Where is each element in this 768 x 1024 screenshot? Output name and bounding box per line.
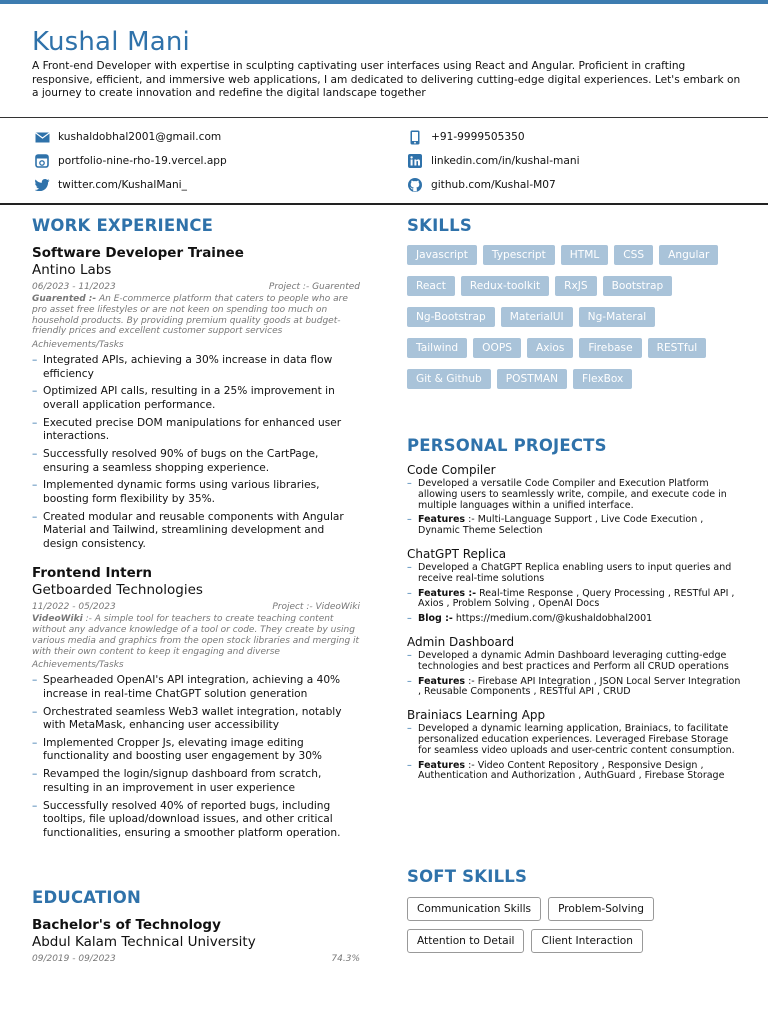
list-item: – Successfully resolved 40% of reported bugs, including tooltips, file upload/download issues, and other critical functionalities, ensuring a smoother platform operation. (32, 800, 360, 841)
job-description (32, 614, 360, 657)
list-item: – Implemented Cropper Js, elevating image editing functionality and boosting user engagement by 30% (32, 737, 360, 764)
contacts-divider (0, 203, 768, 205)
linkedin-text: linkedin.com/in/kushal-mani (431, 155, 580, 167)
school: Abdul Kalam Technical University (32, 934, 256, 950)
soft-skills-list (407, 897, 737, 961)
project-entry (407, 634, 742, 698)
job-company: Antino Labs (32, 262, 112, 278)
list-item (407, 589, 742, 611)
education-title: EDUCATION (32, 888, 141, 907)
achievements-list (32, 354, 360, 551)
job-desc-label: VideoWiki (32, 614, 83, 625)
list-item: – Revamped the login/signup dashboard from scratch, resulting in an improvement in user experience (32, 768, 360, 795)
work-experience-title: WORK EXPERIENCE (32, 216, 214, 235)
github-text: github.com/Kushal-M07 (431, 179, 556, 191)
skill-chip: Angular (659, 245, 718, 265)
phone-text: +91-9999505350 (431, 131, 525, 143)
features-text: Real-time Response , Query Processing , RESTful API , Axios , Problem Solving , OpenAI Docs (418, 587, 735, 610)
skill-chip: OOPS (473, 338, 521, 358)
skill-chip: Ng-Bootstrap (407, 307, 495, 327)
education-meta (32, 954, 360, 965)
job-title: Frontend Intern (32, 565, 152, 582)
list-item: – Executed precise DOM manipulations for enhanced user interactions. (32, 417, 360, 444)
twitter-icon (34, 178, 50, 192)
education-score: 74.3% (331, 954, 360, 964)
job-meta (32, 602, 360, 613)
skill-chip: POSTMAN (497, 369, 567, 389)
twitter-text: twitter.com/KushalMani_ (58, 179, 187, 191)
achievements-label: Achievements/Tasks (32, 660, 124, 671)
contact-email[interactable] (34, 130, 221, 144)
list-item: – Created modular and reusable components with Angular Material and Tailwind, streamlining development and design consistency. (32, 511, 360, 552)
contact-portfolio[interactable] (34, 154, 227, 168)
features-text: :- Firebase API Integration , JSON Local Server Integration , Reusable Components , RESTful API , CRUD (418, 675, 741, 698)
blog-link[interactable]: https://medium.com/@kushaldobhal2001 (452, 613, 653, 625)
degree: Bachelor's of Technology (32, 917, 221, 933)
project-details (407, 479, 742, 537)
skill-chip: Tailwind (407, 338, 467, 358)
education-dates: 09/2019 - 09/2023 (32, 954, 116, 964)
features-text: :- Video Content Repository , Responsive Design , Authentication and Authorization , AuthGuard , Firebase Storage (418, 759, 725, 782)
job-desc-text: :- A simple tool for teachers to create teaching content without any advance knowledge of a tool or code. They create by using various media and graphics from the open stock libraries and merging it with their own content to keep it engaging and diverse (32, 614, 360, 657)
contact-linkedin[interactable] (407, 154, 580, 168)
project-details (407, 651, 742, 698)
list-item (407, 761, 742, 783)
education-section (32, 887, 360, 965)
soft-skill-chip: Client Interaction (531, 929, 643, 953)
soft-skill-chip: Problem-Solving (548, 897, 654, 921)
soft-skill-chip: Attention to Detail (407, 929, 524, 953)
list-item: – Spearheaded OpenAI's API integration, achieving a 40% increase in real-time ChatGPT solution generation (32, 674, 360, 701)
candidate-name: Kushal Mani (32, 27, 190, 57)
list-item: – Implemented dynamic forms using various libraries, boosting form flexibility by 35%. (32, 479, 360, 506)
list-item: – Developed a dynamic learning application, Brainiacs, to facilitate personalized education experiences. Leveraged Firebase Storage for seamless video uploads and user-centric content consumption. (407, 724, 742, 756)
skill-chip: RxJS (555, 276, 596, 296)
job-entry (32, 245, 360, 551)
skills-title: SKILLS (407, 216, 472, 235)
project-details (407, 563, 742, 625)
soft-skill-chip: Communication Skills (407, 897, 541, 921)
blog-label: Blog :- (418, 613, 453, 625)
header-divider (0, 117, 768, 118)
email-icon (34, 130, 50, 144)
skill-chip: Javascript (407, 245, 477, 265)
skill-chip: Redux-toolkit (461, 276, 549, 296)
job-company: Getboarded Technologies (32, 582, 203, 599)
job-entry (32, 565, 360, 840)
top-accent-bar (0, 0, 768, 4)
contact-phone[interactable] (407, 130, 525, 144)
list-item[interactable] (407, 614, 742, 625)
portfolio-text: portfolio-nine-rho-19.vercel.app (58, 155, 227, 167)
project-entry (407, 462, 742, 537)
skill-chip: Firebase (579, 338, 641, 358)
phone-icon (407, 130, 423, 144)
list-item: – Developed a ChatGPT Replica enabling users to input queries and receive real-time solutions (407, 563, 742, 585)
list-item: – Optimized API calls, resulting in a 25% improvement in overall application performance. (32, 385, 360, 412)
list-item: – Successfully resolved 90% of bugs on the CartPage, ensuring a seamless shopping experience. (32, 448, 360, 475)
contact-twitter[interactable] (34, 178, 187, 192)
skill-chip: HTML (561, 245, 608, 265)
job-title: Software Developer Trainee (32, 245, 244, 261)
skill-chip: Git & Github (407, 369, 491, 389)
project-title: Brainiacs Learning App (407, 708, 546, 723)
skill-chip: RESTful (648, 338, 707, 358)
project-title: ChatGPT Replica (407, 546, 507, 561)
job-dates: 06/2023 - 11/2023 (32, 282, 116, 292)
project-title: Code Compiler (407, 463, 496, 477)
project-entry (407, 707, 742, 782)
list-item: – Developed a dynamic Admin Dashboard leveraging cutting-edge technologies and best practices and Perform all CRUD operations (407, 651, 742, 673)
email-text: kushaldobhal2001@gmail.com (58, 131, 222, 143)
left-column (32, 215, 360, 844)
list-item (407, 515, 742, 537)
personal-projects-title: PERSONAL PROJECTS (407, 436, 607, 455)
list-item (407, 677, 742, 699)
linkedin-icon (407, 154, 423, 168)
features-label: Features (418, 675, 466, 687)
skill-chip: MaterialUI (501, 307, 573, 327)
project-details (407, 724, 742, 782)
portfolio-icon (34, 154, 50, 168)
job-project: Project :- Guarented (268, 282, 360, 292)
skill-chip: React (407, 276, 455, 296)
skill-chip: CSS (614, 245, 653, 265)
skill-chip: Typescript (483, 245, 555, 265)
list-item: – Developed a versatile Code Compiler and Execution Platform allowing users to seamlessly write, compile, and execute code in multiple languages within a unified interface. (407, 479, 742, 511)
skill-chip: Ng-Materal (579, 307, 656, 327)
job-desc-text: An E-commerce platform that caters to people who are pro asset free lifestyles or are not keen on spending too much on household products. By providing premium quality goods at budget-friendly prices and excellent customer support services (32, 294, 348, 337)
project-entry (407, 546, 742, 625)
resume-header (32, 26, 742, 101)
skills-list (407, 245, 727, 400)
achievements-list (32, 674, 360, 840)
skill-chip: Bootstrap (603, 276, 673, 296)
summary: A Front-end Developer with expertise in sculpting captivating user interfaces using React and Angular. Proficient in crafting responsive, efficient, and immersive web applications, I am dedicated to delivering cutting-edge digital experiences. Let's embark on a journey to create innovation and redefine the digital landscape together (32, 60, 741, 99)
contact-github[interactable] (407, 178, 556, 192)
features-label: Features (418, 759, 466, 771)
job-meta (32, 282, 360, 293)
list-item: – Integrated APIs, achieving a 30% increase in data flow efficiency (32, 354, 360, 381)
features-label: Features (418, 514, 466, 526)
list-item: – Orchestrated seamless Web3 wallet integration, notably with MetaMask, enhancing user accessibility (32, 706, 360, 733)
right-column (407, 215, 742, 786)
achievements-label: Achievements/Tasks (32, 340, 124, 351)
job-dates: 11/2022 - 05/2023 (32, 602, 116, 613)
features-text: :- Multi-Language Support , Live Code Execution , Dynamic Theme Selection (418, 514, 704, 537)
job-project: Project :- VideoWiki (272, 602, 360, 613)
features-label: Features :- (418, 587, 477, 599)
job-desc-label: Guarented :- (32, 294, 97, 304)
soft-skills-section (407, 866, 742, 961)
skill-chip: FlexBox (573, 369, 632, 389)
github-icon (407, 178, 423, 192)
project-title: Admin Dashboard (407, 634, 515, 649)
job-description (32, 294, 360, 337)
soft-skills-title: SOFT SKILLS (407, 867, 528, 886)
skill-chip: Axios (527, 338, 573, 358)
